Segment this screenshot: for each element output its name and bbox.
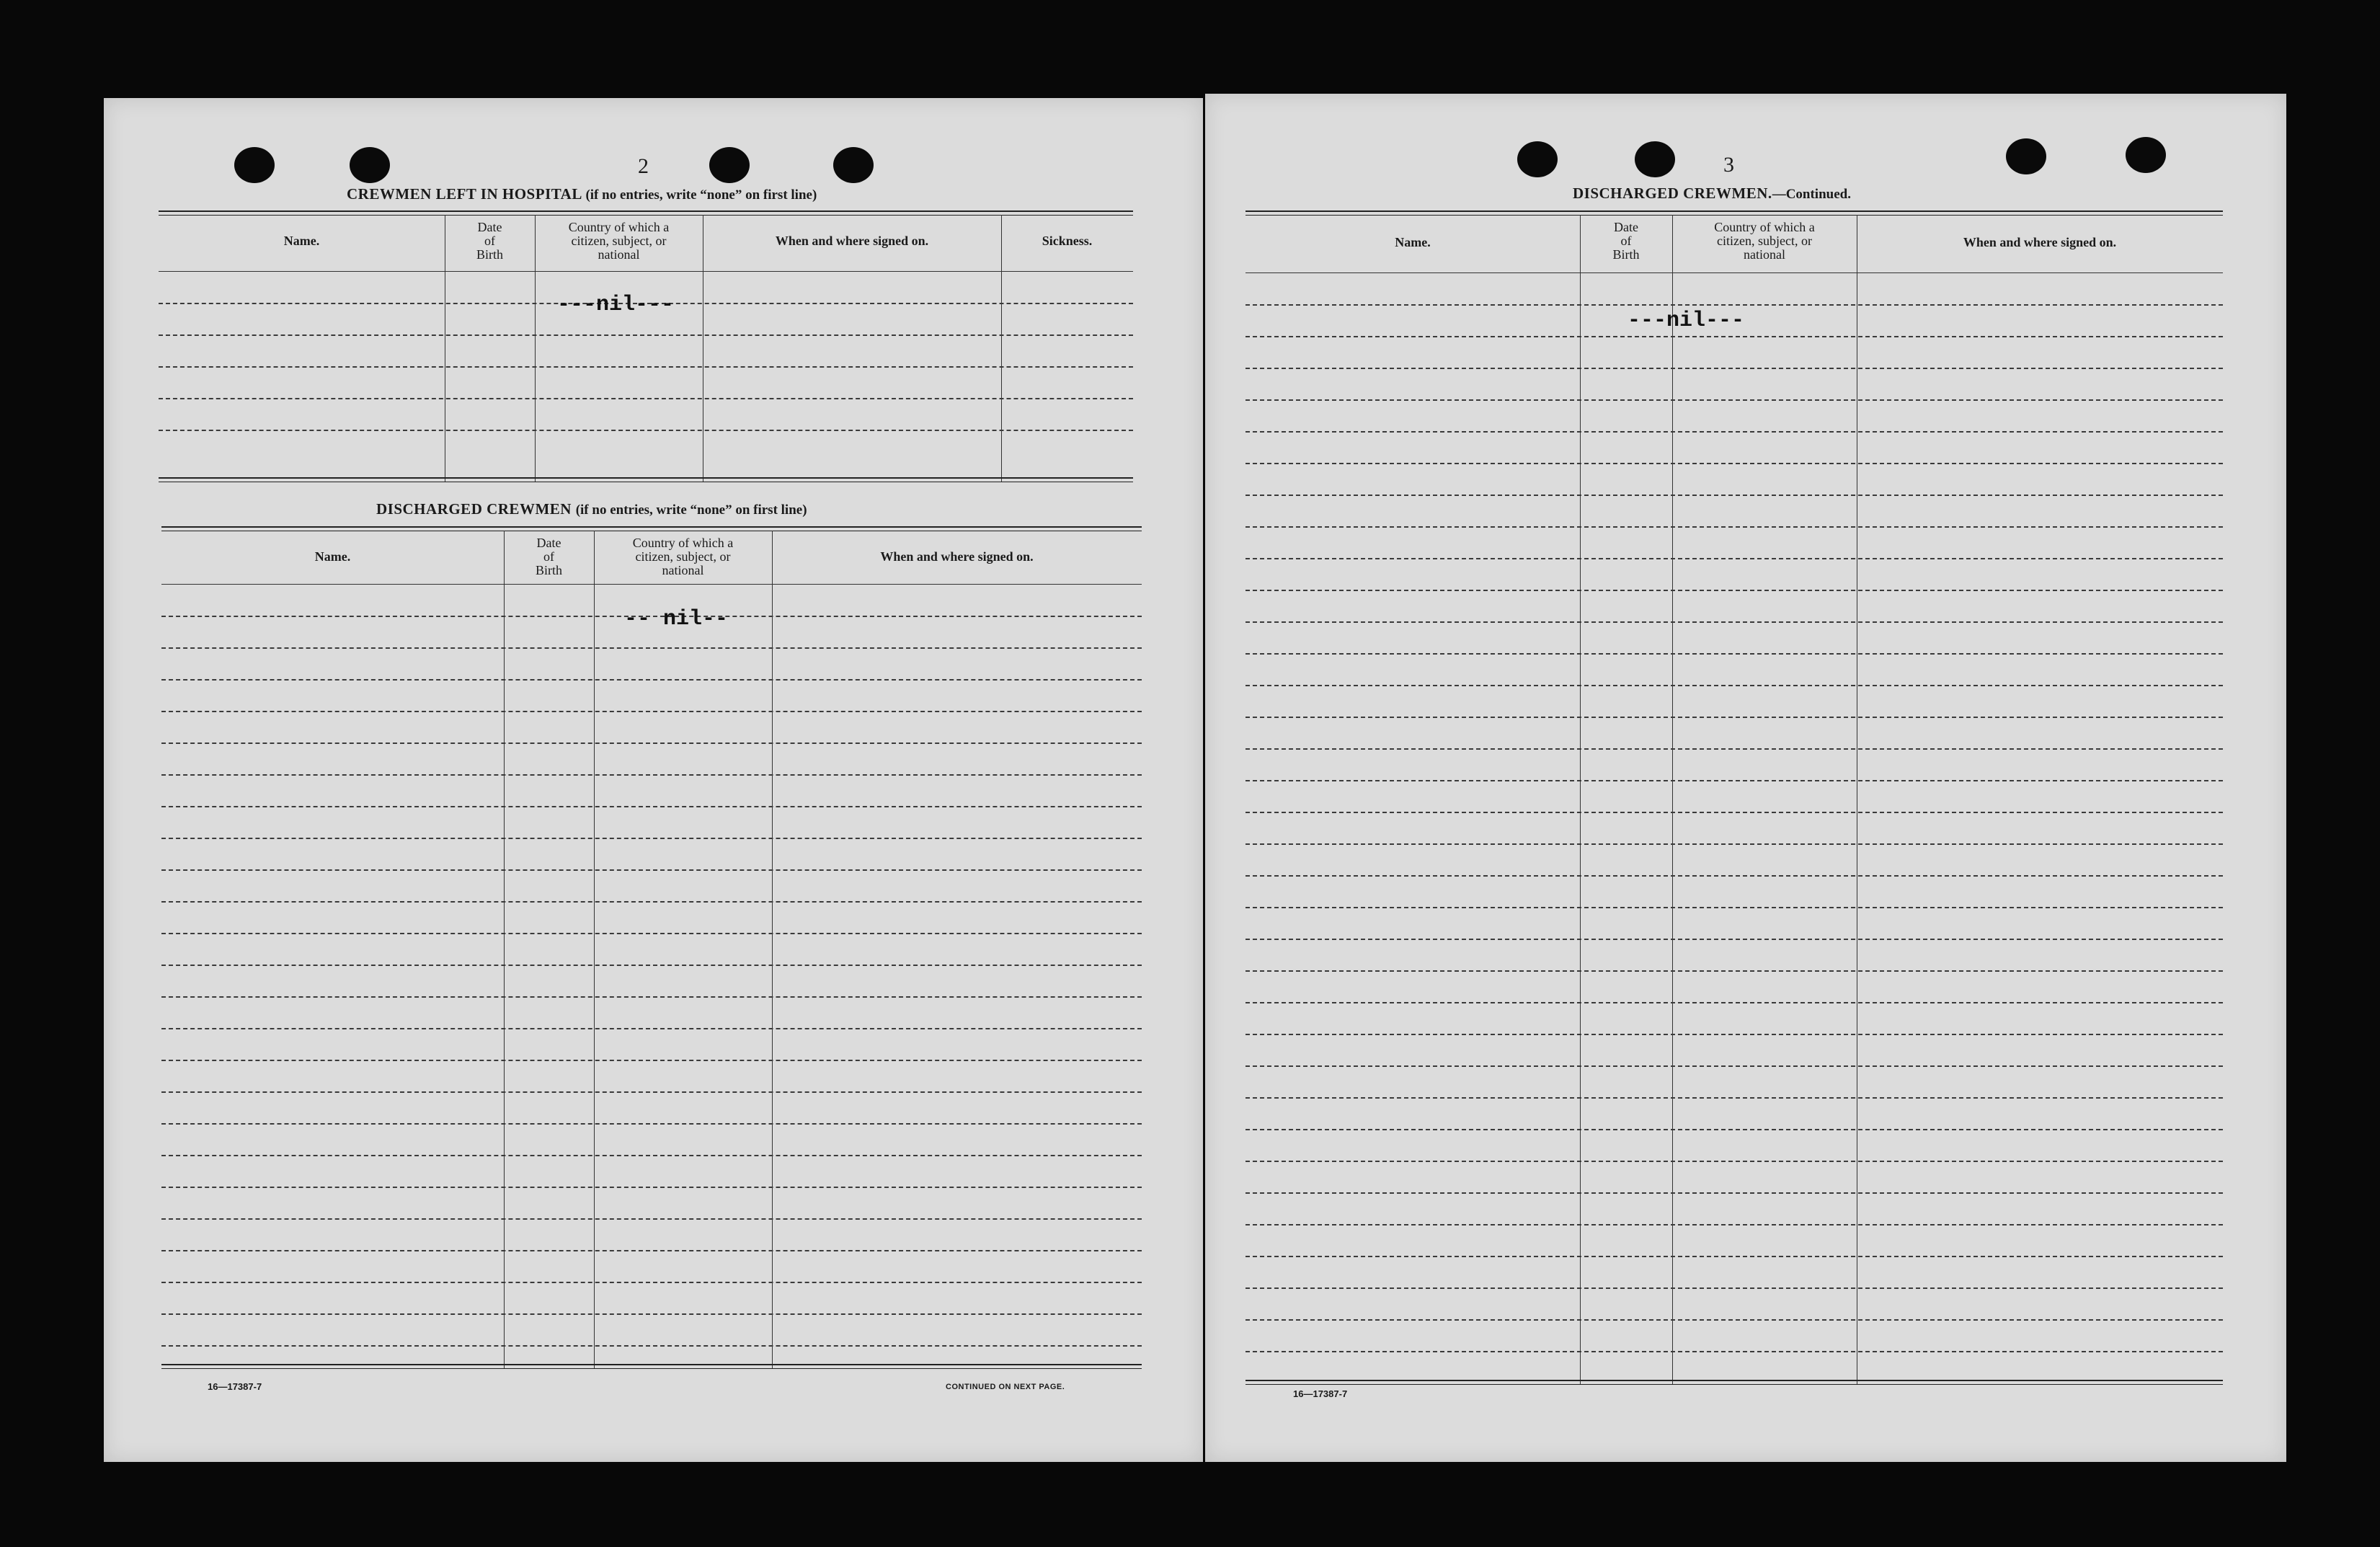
- table-row: [1245, 1351, 2223, 1352]
- col-header-country: Country of which a citizen, subject, or national: [1714, 220, 1815, 262]
- table-row: [161, 711, 1142, 712]
- table-row: [1245, 970, 2223, 972]
- punch-hole: [709, 147, 750, 183]
- table-row: [1245, 336, 2223, 337]
- table-row: [161, 996, 1142, 998]
- punch-hole: [1635, 141, 1675, 177]
- punch-hole: [350, 147, 390, 183]
- hospital-section-title: CREWMEN LEFT IN HOSPITAL (if no entries, write “none” on first line): [347, 185, 817, 203]
- table-row: [1245, 621, 2223, 623]
- table-row: [1245, 1256, 2223, 1257]
- hospital-entry: ---nil---: [557, 293, 675, 317]
- table-row: [1245, 463, 2223, 464]
- left-page: [104, 98, 1203, 1462]
- table-row: [161, 679, 1142, 681]
- table-row: [1245, 1129, 2223, 1130]
- table-row: [1245, 1065, 2223, 1067]
- table-row: [161, 647, 1142, 649]
- table-row: [161, 838, 1142, 839]
- col-header-date-of-birth: Date of Birth: [476, 220, 503, 262]
- discharged-continued-table: [1245, 210, 2223, 1390]
- table-row: [161, 1282, 1142, 1283]
- col-header-country: Country of which a citizen, subject, or national: [568, 220, 670, 262]
- table-row: [161, 1345, 1142, 1347]
- punch-hole: [1517, 141, 1558, 177]
- col-header-name: Name.: [1395, 235, 1431, 249]
- table-row: [1245, 431, 2223, 433]
- table-row: [161, 1250, 1142, 1251]
- table-row: [161, 1028, 1142, 1029]
- punch-hole: [833, 147, 874, 183]
- table-row: [1245, 717, 2223, 718]
- table-row: [1245, 685, 2223, 686]
- punch-hole: [2126, 137, 2166, 173]
- table-row: [1245, 907, 2223, 908]
- table-row: [1245, 368, 2223, 369]
- discharged-continued-title: DISCHARGED CREWMEN.—Continued.: [1573, 185, 1851, 202]
- col-header-signed-on: When and where signed on.: [775, 234, 929, 248]
- col-header-signed-on: When and where signed on.: [1963, 235, 2117, 249]
- table-row: [1245, 812, 2223, 813]
- discharged-entry: -- nil--: [624, 607, 729, 631]
- discharged-continued-entry: ---nil---: [1628, 309, 1745, 333]
- right-page: [1205, 94, 2286, 1462]
- page-number: 3: [1723, 153, 1734, 177]
- punch-hole: [234, 147, 275, 183]
- col-header-country: Country of which a citizen, subject, or national: [632, 536, 734, 577]
- table-row: [1245, 304, 2223, 306]
- table-row: [161, 1313, 1142, 1315]
- table-row: [1245, 1319, 2223, 1321]
- col-header-name: Name.: [283, 234, 320, 248]
- punch-hole: [2006, 138, 2046, 174]
- hospital-table: [159, 210, 1133, 483]
- table-row: [1245, 939, 2223, 940]
- table-row: [1245, 780, 2223, 781]
- table-row: [161, 743, 1142, 744]
- table-row: [161, 806, 1142, 807]
- col-header-date-of-birth: Date of Birth: [535, 536, 562, 577]
- table-row: [1245, 1287, 2223, 1289]
- table-row: [161, 1060, 1142, 1061]
- table-row: [1245, 1097, 2223, 1099]
- table-row: [1245, 653, 2223, 655]
- table-row: [1245, 526, 2223, 528]
- table-row: [1245, 590, 2223, 591]
- table-row: [1245, 1002, 2223, 1003]
- discharged-table: [161, 526, 1142, 1374]
- table-row: [161, 1218, 1142, 1220]
- form-number: 16—17387-7: [1293, 1388, 1348, 1399]
- table-row: [1245, 875, 2223, 877]
- table-row: [161, 869, 1142, 871]
- table-row: [161, 1155, 1142, 1156]
- table-row: [1245, 1161, 2223, 1162]
- table-row: [1245, 748, 2223, 750]
- table-row: [1245, 558, 2223, 559]
- table-row: [161, 1123, 1142, 1125]
- table-row: [1245, 495, 2223, 496]
- table-row: [161, 965, 1142, 966]
- table-row: [161, 1091, 1142, 1093]
- page-number: 2: [638, 154, 649, 178]
- col-header-date-of-birth: Date of Birth: [1612, 220, 1640, 262]
- col-header-name: Name.: [314, 549, 351, 564]
- form-number: 16—17387-7: [208, 1381, 262, 1392]
- table-row: [161, 933, 1142, 934]
- table-row: [1245, 1224, 2223, 1225]
- table-row: [1245, 843, 2223, 845]
- discharged-section-title: DISCHARGED CREWMEN (if no entries, write “none” on first line): [376, 500, 807, 518]
- table-row: [1245, 1192, 2223, 1194]
- table-row: [161, 901, 1142, 903]
- table-row: [1245, 399, 2223, 401]
- table-row: [161, 774, 1142, 776]
- table-row: [161, 1187, 1142, 1188]
- col-header-signed-on: When and where signed on.: [880, 549, 1034, 564]
- col-header-sickness: Sickness.: [1042, 234, 1093, 248]
- continued-note: CONTINUED ON NEXT PAGE.: [946, 1383, 1065, 1391]
- table-row: [1245, 1034, 2223, 1035]
